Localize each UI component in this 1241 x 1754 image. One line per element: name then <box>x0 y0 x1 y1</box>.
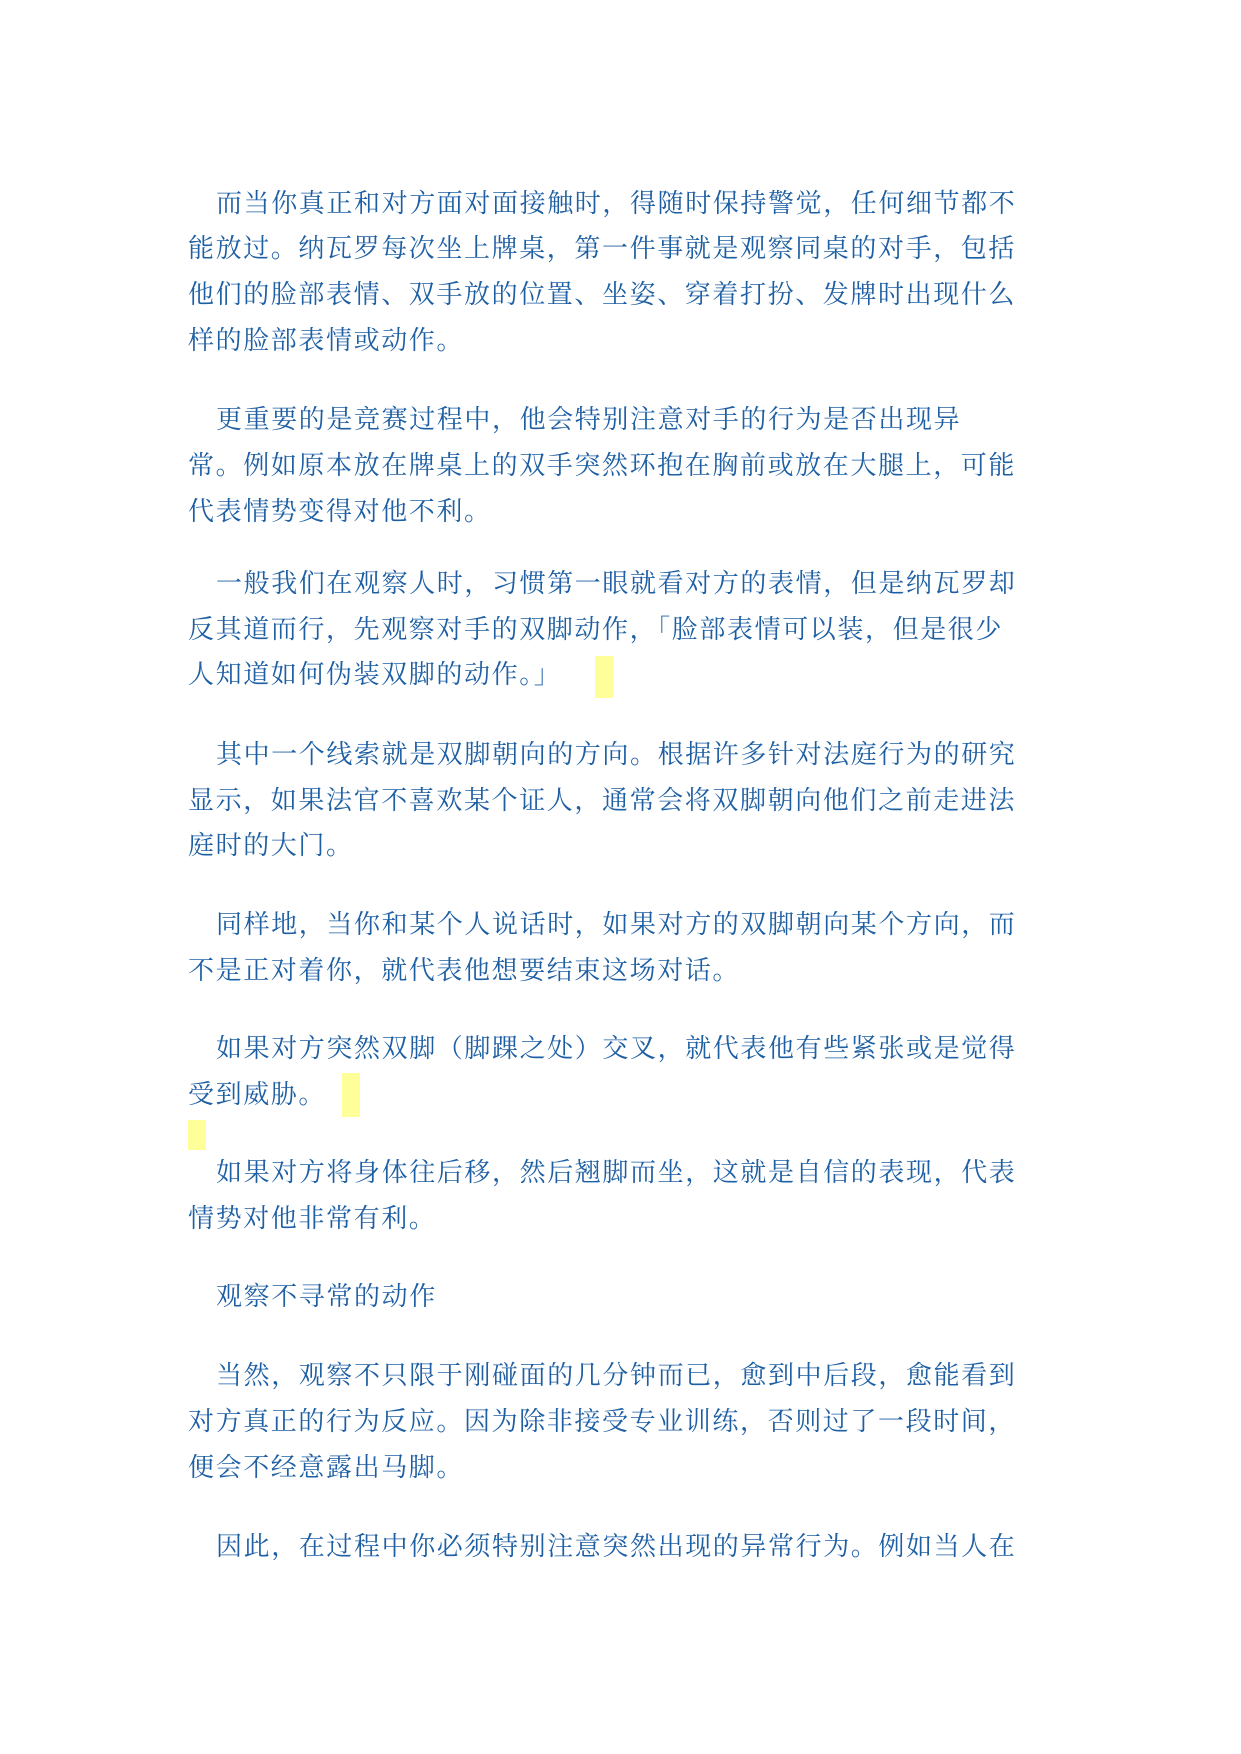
paragraph-line: 情势对他非常有利。 <box>188 1204 437 1234</box>
paragraph-line: 他们的脸部表情、双手放的位置、坐姿、穿着打扮、发牌时出现什么 <box>188 280 1017 310</box>
paragraph-line: 如果对方将身体往后移，然后翘脚而坐，这就是自信的表现，代表 <box>216 1158 1017 1188</box>
paragraph-line: 受到威胁。 <box>188 1080 327 1110</box>
paragraph-line: 显示，如果法官不喜欢某个证人，通常会将双脚朝向他们之前走进法 <box>188 786 1017 816</box>
paragraph-line: 如果对方突然双脚（脚踝之处）交叉，就代表他有些紧张或是觉得 <box>216 1034 1017 1064</box>
paragraph-line: 不是正对着你，就代表他想要结束这场对话。 <box>188 956 741 986</box>
paragraph-line: 人知道如何伪装双脚的动作。」 <box>188 660 562 690</box>
paragraph-line: 代表情势变得对他不利。 <box>188 497 492 527</box>
paragraph-line: 因此，在过程中你必须特别注意突然出现的异常行为。例如当人在 <box>216 1532 1017 1562</box>
highlight-mark <box>595 656 613 698</box>
paragraph-line: 能放过。纳瓦罗每次坐上牌桌，第一件事就是观察同桌的对手，包括 <box>188 234 1017 264</box>
paragraph-line: 样的脸部表情或动作。 <box>188 326 465 356</box>
paragraph-line: 反其道而行，先观察对手的双脚动作，「脸部表情可以装，但是很少 <box>188 615 1004 645</box>
paragraph-line: 一般我们在观察人时，习惯第一眼就看对方的表情，但是纳瓦罗却 <box>216 569 1017 599</box>
paragraph-line: 常。例如原本放在牌桌上的双手突然环抱在胸前或放在大腿上，可能 <box>188 451 1017 481</box>
paragraph-line: 便会不经意露出马脚。 <box>188 1453 465 1483</box>
paragraph-line: 庭时的大门。 <box>188 831 354 861</box>
paragraph-line: 当然，观察不只限于刚碰面的几分钟而已，愈到中后段，愈能看到 <box>216 1361 1017 1391</box>
paragraph-line: 观察不寻常的动作 <box>216 1282 437 1312</box>
paragraph-line: 更重要的是竞赛过程中，他会特别注意对手的行为是否出现异 <box>216 405 962 435</box>
highlight-mark <box>342 1073 360 1117</box>
highlight-mark <box>188 1120 206 1150</box>
paragraph-line: 同样地，当你和某个人说话时，如果对方的双脚朝向某个方向，而 <box>216 910 1017 940</box>
paragraph-line: 而当你真正和对方面对面接触时，得随时保持警觉，任何细节都不 <box>216 189 1017 219</box>
paragraph-line: 对方真正的行为反应。因为除非接受专业训练，否则过了一段时间， <box>188 1407 1017 1437</box>
paragraph-line: 其中一个线索就是双脚朝向的方向。根据许多针对法庭行为的研究 <box>216 740 1017 770</box>
